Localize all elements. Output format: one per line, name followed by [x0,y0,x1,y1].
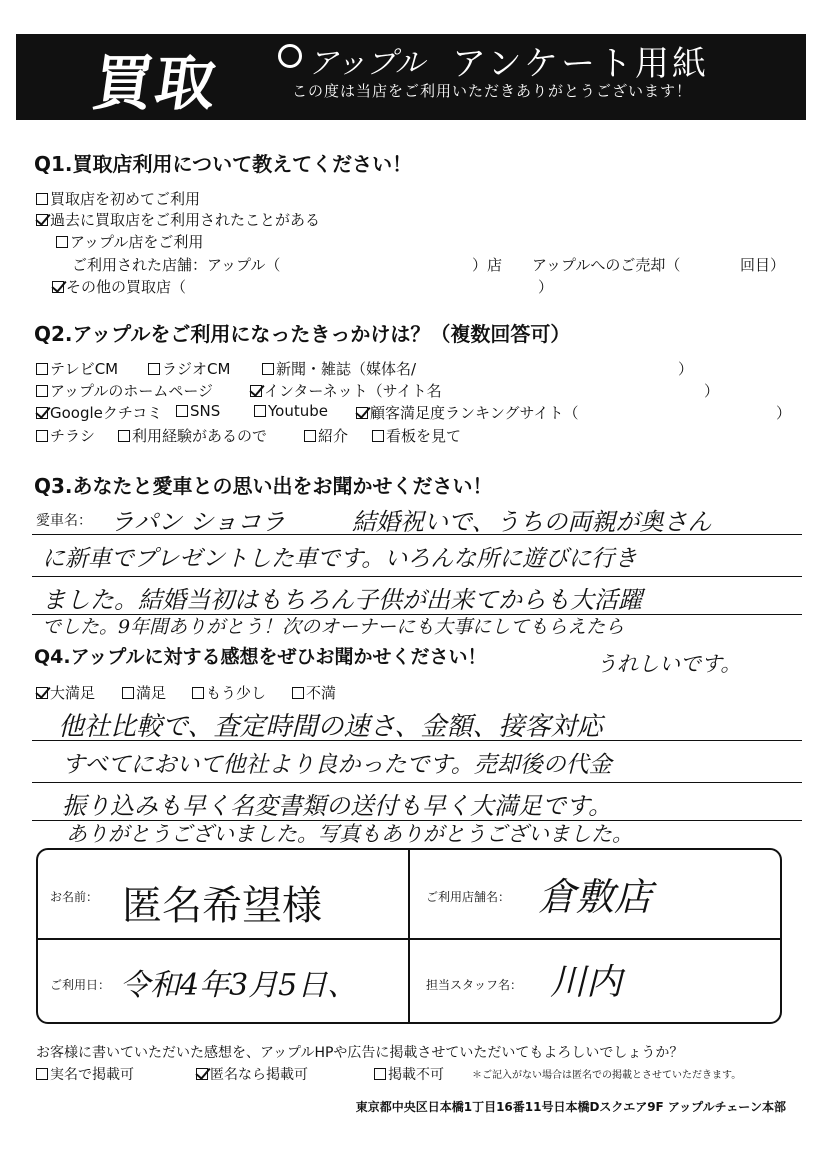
checkbox-icon[interactable] [292,687,304,699]
q2-google[interactable]: Googleクチコミ [36,402,162,423]
q3-heading: Q3.あなたと愛車との思い出をお聞かせください！ [34,474,493,498]
q3-line-3[interactable]: ました。結婚当初はもちろん子供が出来てからも大活躍 [42,586,642,614]
header-subtitle: この度は当店をご利用いただきありがとうございます！ [292,82,693,100]
q3-line-1[interactable]: 結婚祝いで、うちの両親が奥さん [352,508,712,536]
checkbox-icon[interactable] [122,687,134,699]
q2-homepage[interactable]: アップルのホームページ [36,380,213,401]
publish-note: ＊ご記入がない場合は匿名での掲載とさせていただきます。 [472,1070,742,1081]
checkbox-checked-icon[interactable] [356,407,368,419]
q4-satisfied[interactable]: 満足 [122,682,166,703]
publish-real-name[interactable]: 実名で掲載可 [36,1064,134,1084]
q4-line-1[interactable]: 他社比較で、査定時間の速さ、金額、接客対応 [58,712,603,742]
card-vertical-divider [408,850,410,1022]
checkbox-icon[interactable] [36,385,48,397]
header-brand: アップル [308,46,425,81]
checkbox-icon[interactable] [148,363,160,375]
checkbox-icon[interactable] [36,430,48,442]
store-value[interactable]: 倉敷店 [538,875,653,919]
q2-youtube[interactable]: Youtube [254,402,328,420]
checkbox-icon[interactable] [304,430,316,442]
q4-very-satisfied[interactable]: 大満足 [36,682,95,703]
checkbox-checked-icon[interactable] [36,687,48,699]
q1-other-close: ） [538,278,554,296]
publish-no[interactable]: 掲載不可 [374,1064,444,1084]
q1-option-apple[interactable]: アップル店をご利用 [56,231,203,252]
q1-option-past[interactable]: 過去に買取店をご利用されたことがある [36,209,320,230]
apple-logo-icon [278,44,302,68]
date-label: ご利用日： [50,978,111,992]
q1-option-other[interactable]: その他の買取店（ [52,276,186,297]
store-label: ご利用店舗名： [426,890,511,904]
checkbox-checked-icon[interactable] [196,1068,208,1080]
q4-bit-more[interactable]: もう少し [192,682,266,703]
q3-rule-1 [32,534,802,535]
q4-line-2[interactable]: すべてにおいて他社より良かったです。売却後の代金 [62,752,612,778]
checkbox-icon[interactable] [192,687,204,699]
q1-store-suffix: ）店 [472,256,503,274]
q4-line-3[interactable]: 振り込みも早く名変書類の送付も早く大満足です。 [62,792,613,820]
card-horizontal-divider [38,938,780,940]
checkbox-icon[interactable] [56,236,68,248]
q2-internet-close: ） [704,382,720,400]
q2-sign[interactable]: 看板を見て [372,425,461,446]
q3-line-5[interactable]: うれしいです。 [596,652,742,676]
q3-car-label: 愛車名： [36,513,92,529]
checkbox-icon[interactable] [374,1068,386,1080]
header-title: アンケート用紙 [452,44,709,84]
checkbox-checked-icon[interactable] [36,407,48,419]
checkbox-icon[interactable] [36,193,48,205]
name-label: お名前： [50,890,99,904]
q2-ranking[interactable]: 顧客満足度ランキングサイト（ [356,402,579,423]
q3-car-name[interactable]: ラパン ショコラ [110,508,286,536]
checkbox-icon[interactable] [176,405,188,417]
q4-rule-2 [32,782,802,783]
q1-heading: Q1.買取店利用について教えてください！ [34,152,413,176]
header-banner [16,34,806,120]
q2-experience[interactable]: 利用経験があるので [118,425,267,446]
q2-radio[interactable]: ラジオCM [148,358,230,379]
checkbox-icon[interactable] [118,430,130,442]
checkbox-checked-icon[interactable] [250,385,262,397]
q2-internet[interactable]: インターネット（サイト名 [250,380,442,401]
date-value[interactable]: 令和4年3月5日、 [120,968,358,1003]
q2-news[interactable]: 新聞・雑誌（媒体名/ [262,358,416,379]
q4-rule-1 [32,740,802,741]
q2-intro[interactable]: 紹介 [304,425,348,446]
q1-sale-suffix: 回目） [740,256,786,274]
checkbox-icon[interactable] [372,430,384,442]
name-value[interactable]: 匿名希望様 [122,883,322,929]
company-address: 東京都中央区日本橋1丁目16番11号日本橋Dスクエア9F アップルチェーン本部 [355,1100,786,1114]
publish-anonymous[interactable]: 匿名なら掲載可 [196,1064,308,1084]
staff-value[interactable]: 川内 [550,962,623,1003]
checkbox-checked-icon[interactable] [52,281,64,293]
checkbox-icon[interactable] [36,363,48,375]
q3-line-4[interactable]: でした。9年間ありがとう！次のオーナーにも大事にしてもらえたら [42,616,625,638]
staff-label: 担当スタッフ名： [426,978,523,992]
checkbox-icon[interactable] [254,405,266,417]
q2-heading: Q2.アップルをご利用になったきっかけは？（複数回答可） [34,322,571,346]
q3-rule-2 [32,576,802,577]
header-kaitori: 買取 [88,49,223,119]
q1-option-first[interactable]: 買取店を初めてご利用 [36,188,200,209]
q1-sale-label: アップルへのご売却（ [532,256,681,274]
q2-tv[interactable]: テレビCM [36,358,118,379]
q2-flyer[interactable]: チラシ [36,425,95,446]
checkbox-checked-icon[interactable] [36,214,48,226]
q4-line-4[interactable]: ありがとうございました。写真もありがとうございました。 [66,822,633,846]
q4-heading: Q4.アップルに対する感想をぜひお聞かせください！ [34,646,487,668]
publish-question: お客様に書いていただいた感想を、アップルHPや広告に掲載させていただいてもよろしいでしょうか？ [36,1045,684,1061]
q4-unsatisfied[interactable]: 不満 [292,682,336,703]
q2-ranking-close: ） [776,404,792,422]
q2-sns[interactable]: SNS [176,402,220,420]
q2-news-close: ） [678,360,694,378]
customer-info-card [36,848,782,1024]
q3-line-2[interactable]: に新車でプレゼントした車です。いろんな所に遊びに行き [42,546,638,572]
publish-options [36,1064,796,1084]
q1-store-field[interactable]: ご利用された店舗：アップル（ [72,256,281,274]
checkbox-icon[interactable] [36,1068,48,1080]
checkbox-icon[interactable] [262,363,274,375]
